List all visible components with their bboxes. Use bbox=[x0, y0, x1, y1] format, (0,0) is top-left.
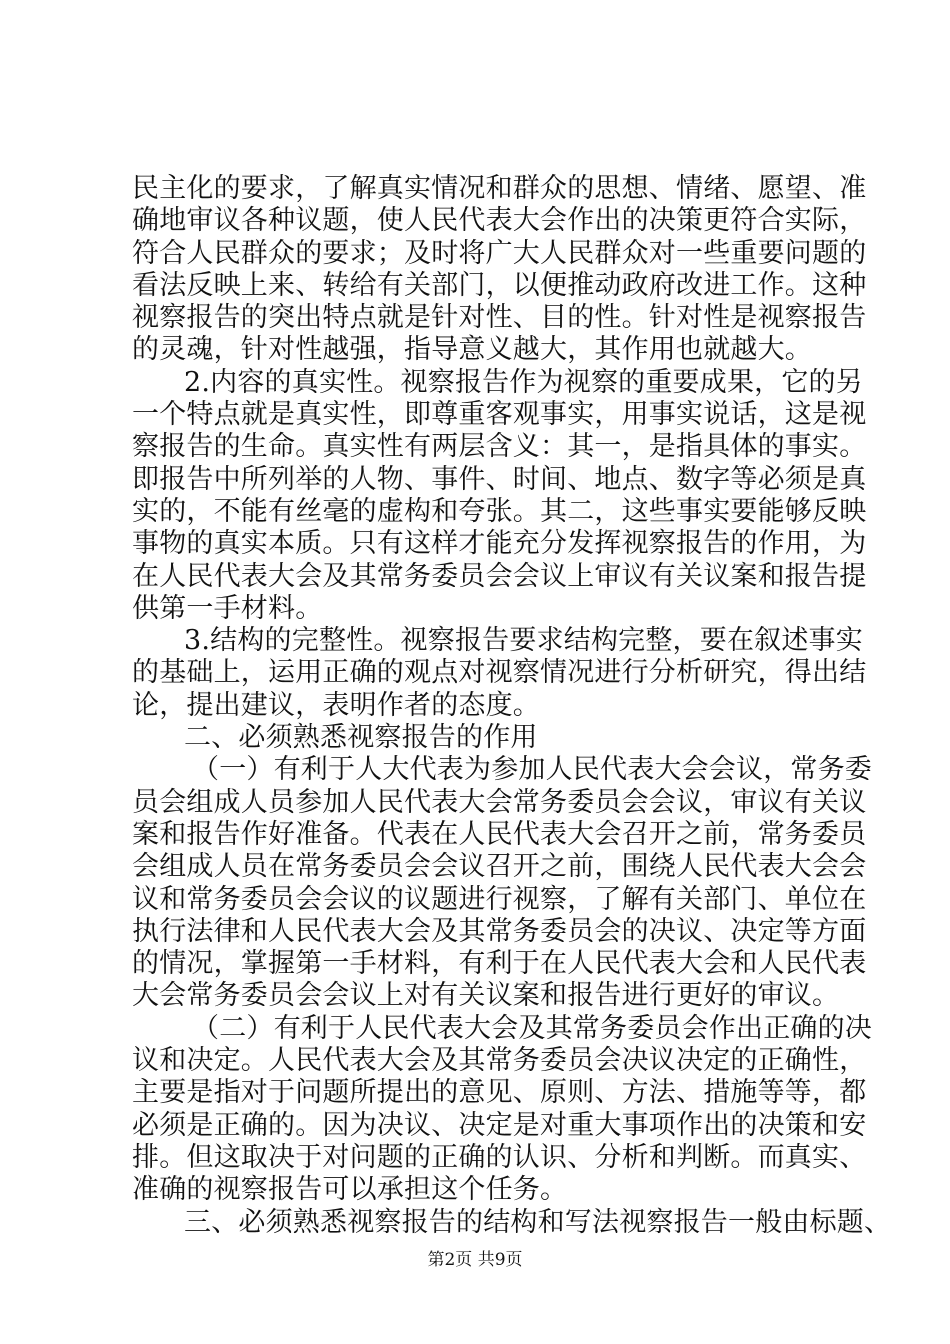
text-line: 民主化的要求，了解真实情况和群众的思想、情绪、愿望、准 bbox=[132, 173, 867, 204]
text-line: 案和报告作好准备。代表在人民代表大会召开之前，常务委员 bbox=[132, 818, 867, 850]
text-line: 必须是正确的。因为决议、决定是对重大事项作出的决策和安 bbox=[132, 1109, 867, 1141]
text-line: 一个特点就是真实性，即尊重客观事实，用事实说话，这是视 bbox=[132, 399, 867, 431]
text-line-paragraph-start: （一）有利于人大代表为参加人民代表大会会议，常务委 bbox=[192, 754, 872, 786]
section-heading: 三、必须熟悉视察报告的结构和写法视察报告一般由标题、 bbox=[184, 1206, 892, 1238]
text-line-paragraph-start: 2.内容的真实性。视察报告作为视察的重要成果，它的另 bbox=[184, 366, 863, 398]
text-line: 论，提出建议，表明作者的态度。 bbox=[132, 689, 540, 721]
text-line: 的情况，掌握第一手材料，有利于在人民代表大会和人民代表 bbox=[132, 948, 867, 980]
text-line: 看法反映上来、转给有关部门，以便推动政府改进工作。这种 bbox=[132, 269, 867, 301]
text-line: 准确的视察报告可以承担这个任务。 bbox=[132, 1174, 568, 1206]
text-line: 在人民代表大会及其常务委员会会议上审议有关议案和报告提 bbox=[132, 560, 867, 592]
section-heading: 二、必须熟悉视察报告的作用 bbox=[184, 722, 538, 754]
page-number-footer: 第2页 共9页 bbox=[427, 1250, 523, 1270]
text-line: 议和决定。人民代表大会及其常务委员会决议决定的正确性， bbox=[132, 1045, 867, 1077]
text-line: 的灵魂，针对性越强，指导意义越大，其作用也就越大。 bbox=[132, 334, 812, 366]
text-line: 供第一手材料。 bbox=[132, 592, 323, 624]
text-line: 员会组成人员参加人民代表大会常务委员会会议，审议有关议 bbox=[132, 786, 867, 818]
text-line: 主要是指对于问题所提出的意见、原则、方法、措施等等，都 bbox=[132, 1077, 867, 1109]
text-line: 议和常务委员会会议的议题进行视察，了解有关部门、单位在 bbox=[132, 883, 867, 915]
document-body bbox=[132, 173, 892, 1239]
text-line: 会组成人员在常务委员会会议召开之前，围绕人民代表大会会 bbox=[132, 851, 867, 883]
text-line: 的基础上，运用正确的观点对视察情况进行分析研究，得出结 bbox=[132, 657, 867, 689]
text-line: 事物的真实本质。只有这样才能充分发挥视察报告的作用，为 bbox=[132, 528, 867, 560]
text-line: 符合人民群众的要求；及时将广大人民群众对一些重要问题的 bbox=[132, 237, 867, 269]
text-line: 确地审议各种议题，使人民代表大会作出的决策更符合实际， bbox=[132, 205, 867, 237]
text-line: 执行法律和人民代表大会及其常务委员会的决议、决定等方面 bbox=[132, 915, 867, 947]
text-line-paragraph-start: （二）有利于人民代表大会及其常务委员会作出正确的决 bbox=[192, 1012, 872, 1044]
text-line: 即报告中所列举的人物、事件、时间、地点、数字等必须是真 bbox=[132, 463, 867, 495]
text-line: 大会常务委员会会议上对有关议案和报告进行更好的审议。 bbox=[132, 980, 840, 1012]
text-line: 排。但这取决于对问题的正确的认识、分析和判断。而真实、 bbox=[132, 1141, 867, 1173]
text-line: 实的，不能有丝毫的虚构和夸张。其二，这些事实要能够反映 bbox=[132, 495, 867, 527]
text-line: 视察报告的突出特点就是针对性、目的性。针对性是视察报告 bbox=[132, 302, 867, 334]
text-line-paragraph-start: 3.结构的完整性。视察报告要求结构完整，要在叙述事实 bbox=[184, 625, 863, 657]
text-line: 察报告的生命。真实性有两层含义：其一，是指具体的事实。 bbox=[132, 431, 867, 463]
